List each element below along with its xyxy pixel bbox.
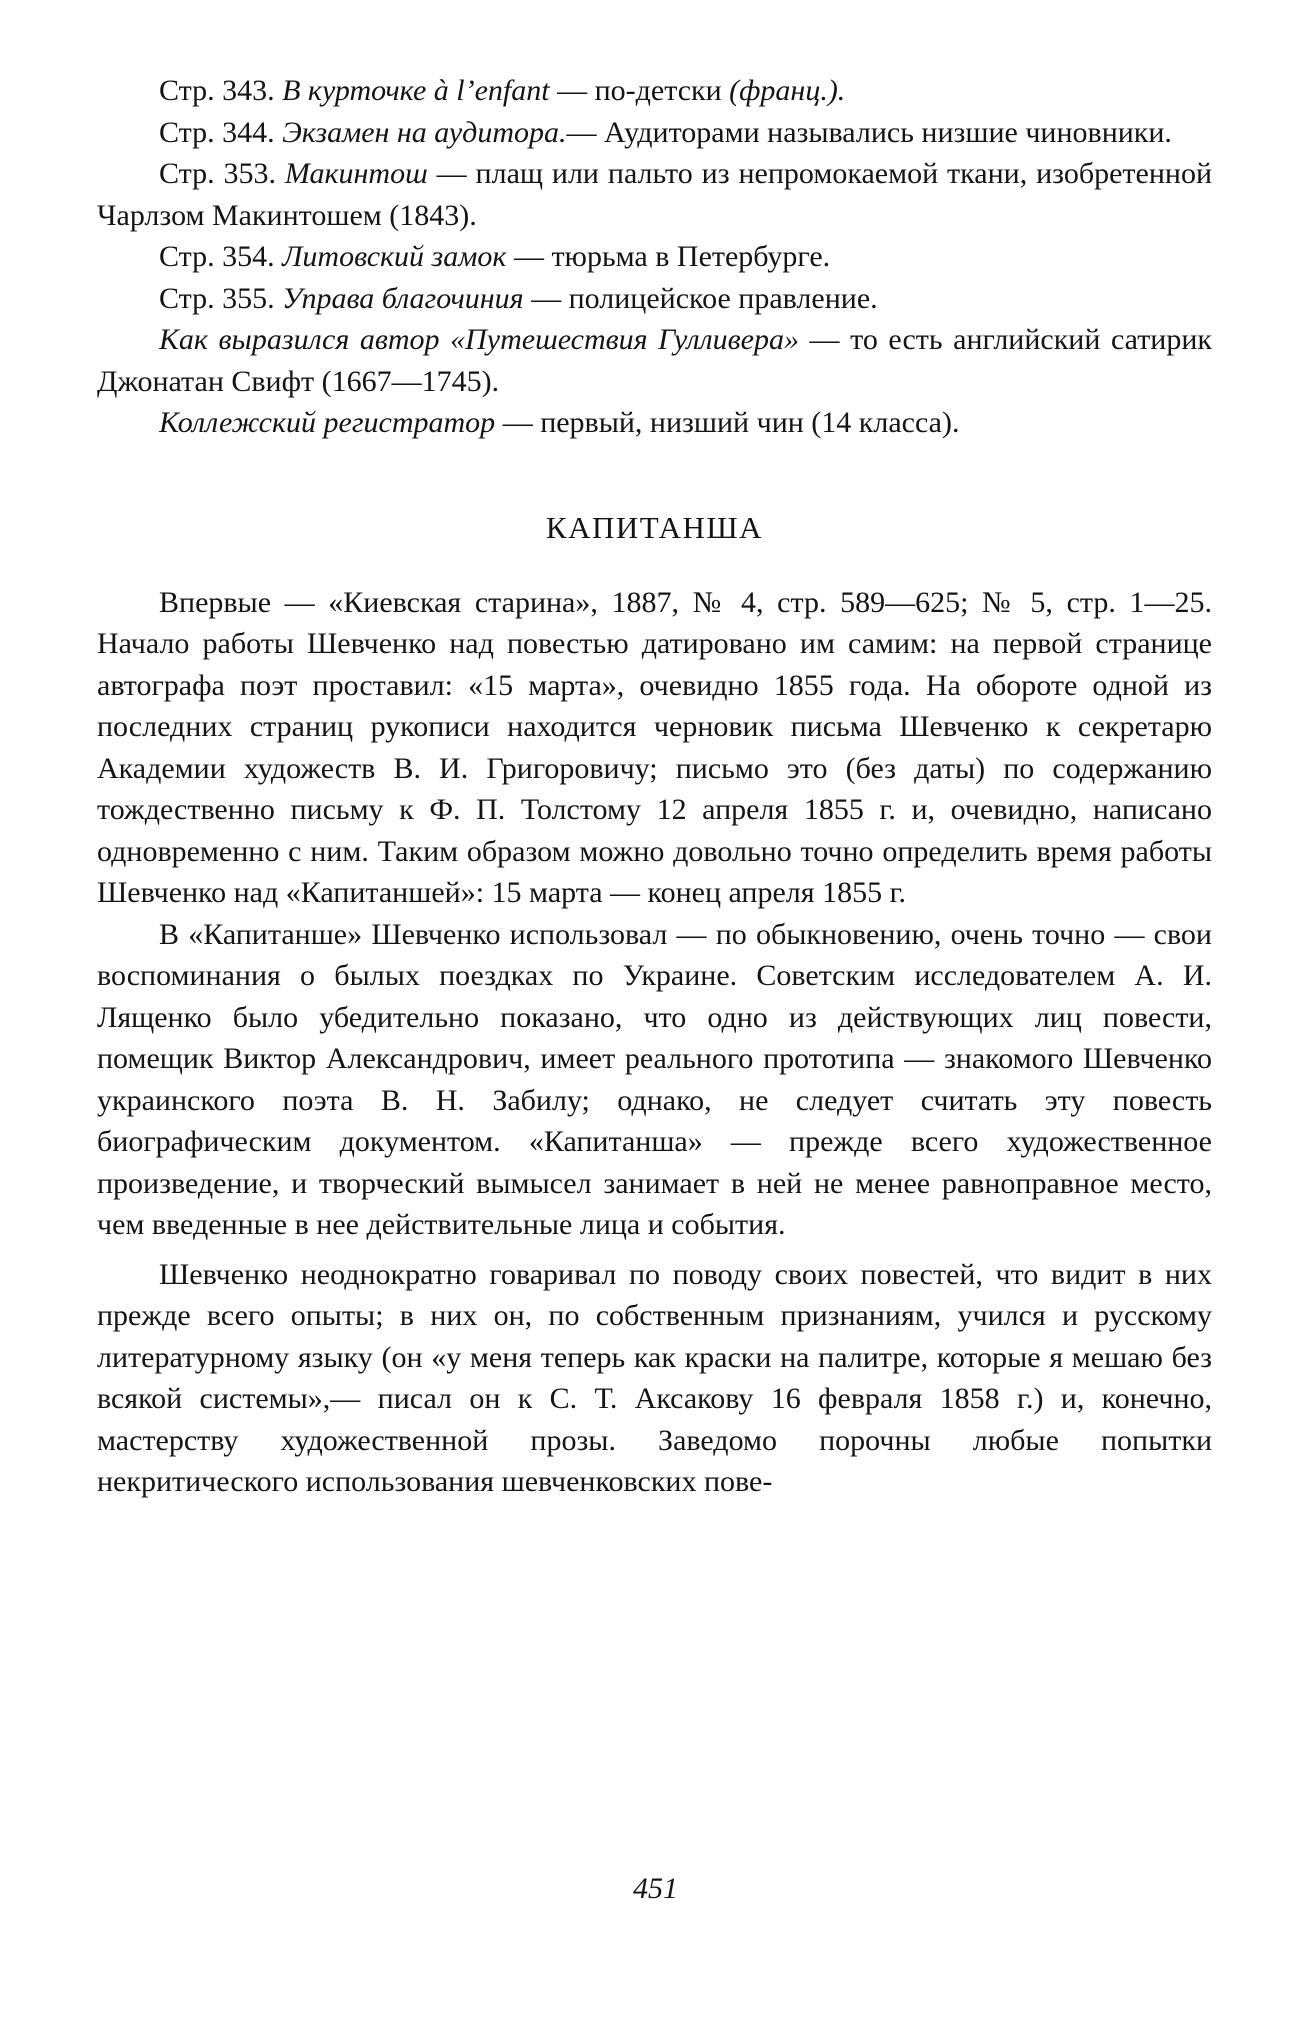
note-text: — по-детски xyxy=(549,74,730,107)
page-number: 451 xyxy=(633,1872,678,1905)
note-text: — тюрьма в Петербурге. xyxy=(506,240,831,273)
note-ref: Стр. 344. xyxy=(159,115,283,149)
note-343 xyxy=(97,70,1212,112)
note-gulliver xyxy=(97,319,1212,402)
note-term: Экзамен на аудитора. xyxy=(282,115,567,149)
note-term: Как выразился автор «Путешествия Гулливера» xyxy=(159,323,799,356)
note-text: — плащ или пальто из непромокаемой ткани, изобретенной Чарлзом Макинтошем (1843). xyxy=(97,157,1212,232)
paragraph: В «Капитанше» Шевченко использовал — по обыкновению, очень точно — свои воспоминания о былых поездках по Украине. Советским исследователем А. И. Лященко было убедительно показано, что одно из действующих лиц повести, помещик Виктор Александрович, имеет реального прототипа — знакомого Шевченко украинского поэта В. Н. Забилу; однако, не следует считать эту повесть биографическим документом. «Капитанша» — прежде всего художественное произведение, и творческий вымысел занимает в ней не менее равноправное место, чем введенные в нее действительные лица и события. xyxy=(97,917,1212,1241)
paragraph: Шевченко неоднократно говаривал по поводу своих повестей, что видит в них прежде всего опыты; в них он, по собственным признаниям, учился и русскому литературному языку (он «у меня теперь как краски на палитре, которые я мешаю без всякой системы»,— писал он к С. Т. Аксакову 16 февраля 1858 г.) и, конечно, мастерству художественной прозы. Заведомо порочны любые попытки некритического использования шевченковских пове- xyxy=(97,1257,1212,1498)
note-text: — первый, низший чин (14 класса). xyxy=(495,406,960,439)
page-body xyxy=(97,70,1212,1503)
note-ref: Стр. 353. xyxy=(159,157,285,190)
note-353 xyxy=(97,153,1212,236)
section-title: КАПИТАНША xyxy=(545,509,764,545)
note-355 xyxy=(97,278,1212,320)
note-term: Коллежский регистратор xyxy=(159,406,496,439)
note-term: Литовский замок xyxy=(282,240,507,273)
note-text: — полицейское правление. xyxy=(523,281,878,315)
note-344 xyxy=(97,112,1212,154)
note-354 xyxy=(97,236,1212,278)
note-term: Управа благочиния xyxy=(282,281,524,315)
notes-block xyxy=(97,70,1212,444)
note-ref: Стр. 355. xyxy=(159,281,283,315)
note-ref: Стр. 343. xyxy=(159,74,283,107)
note-term: В курточке à l’enfant xyxy=(282,74,550,107)
note-ref: Стр. 354. xyxy=(159,240,283,273)
note-registrator xyxy=(97,402,1212,444)
note-term: Макинтош xyxy=(284,157,428,190)
note-text: — Аудиторами назывались низшие чиновники. xyxy=(566,115,1172,149)
paragraph: Впервые — «Киевская старина», 1887, № 4, стр. 589—625; № 5, стр. 1—25. Начало работы Шевченко над повестью датировано им самим: на первой странице автографа поэт проставил: «15 марта», очевидно 1855 года. На обороте одной из последних страниц рукописи находится черновик письма Шевченко к секретарю Академии художеств В. И. Григоровичу; письмо это (без даты) по содержанию тождественно письму к Ф. П. Толстому 12 апреля 1855 г. и, очевидно, написано одновременно с ним. Таким образом можно довольно точно определить время работы Шевченко над «Капитаншей»: 15 марта — конец апреля 1855 г. xyxy=(97,585,1212,909)
note-text: — то есть английский сатирик Джонатан Свифт (1667—1745). xyxy=(97,323,1212,398)
note-language: (франц.). xyxy=(729,74,846,107)
